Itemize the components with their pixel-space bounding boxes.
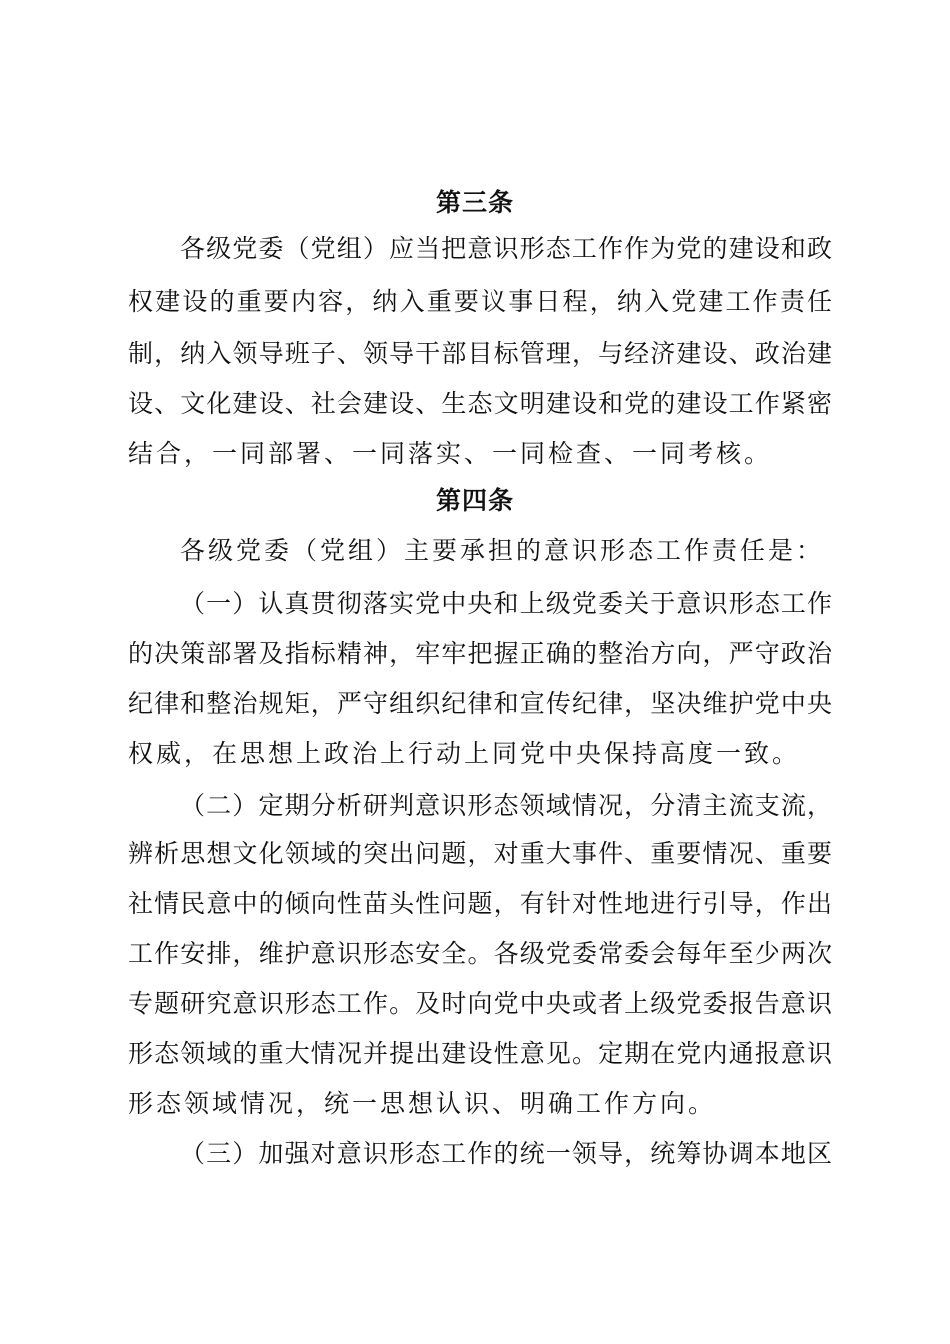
item-2-line-3: 社情民意中的倾向性苗头性问题，有针对性地进行引导，作出 [128,889,832,918]
article-3-line-1: 各级党委（党组）应当把意识形态工作作为党的建设和政 [180,234,832,263]
item-1-line-2: 的决策部署及指标精神，牢牢把握正确的整治方向，严守政治 [128,639,832,668]
item-2-line-7: 形态领域情况，统一思想认识、明确工作方向。 [128,1089,717,1118]
item-1-line-4: 权威，在思想上政治上行动上同党中央保持高度一致。 [128,739,801,768]
item-1-line-3: 纪律和整治规矩，严守组织纪律和宣传纪律，坚决维护党中央 [128,689,832,718]
article-3-line-3: 制，纳入领导班子、领导干部目标管理，与经济建设、政治建 [128,339,832,368]
item-2-line-2: 辨析思想文化领域的突出问题，对重大事件、重要情况、重要 [128,839,832,868]
article-4-intro: 各级党委（党组）主要承担的意识形态工作责任是： [180,536,825,565]
article-3-heading: 第三条 [435,188,514,217]
article-4-heading: 第四条 [435,486,514,515]
item-2-line-1: （二）定期分析研判意识形态领域情况，分清主流支流， [180,791,832,820]
item-2-line-4: 工作安排，维护意识形态安全。各级党委常委会每年至少两次 [128,939,832,968]
article-3-line-2: 权建设的重要内容，纳入重要议事日程，纳入党建工作责任 [128,287,832,316]
article-3-line-5: 结合，一同部署、一同落实、一同检查、一同考核。 [128,439,773,468]
article-3-line-4: 设、文化建设、社会建设、生态文明建设和党的建设工作紧密 [128,389,832,418]
item-2-line-6: 形态领域的重大情况并提出建设性意见。定期在党内通报意识 [128,1039,832,1068]
item-3-line-1: （三）加强对意识形态工作的统一领导，统筹协调本地区 [180,1139,832,1168]
item-1-line-1: （一）认真贯彻落实党中央和上级党委关于意识形态工作 [180,589,832,618]
item-2-line-5: 专题研究意识形态工作。及时向党中央或者上级党委报告意识 [128,989,832,1018]
